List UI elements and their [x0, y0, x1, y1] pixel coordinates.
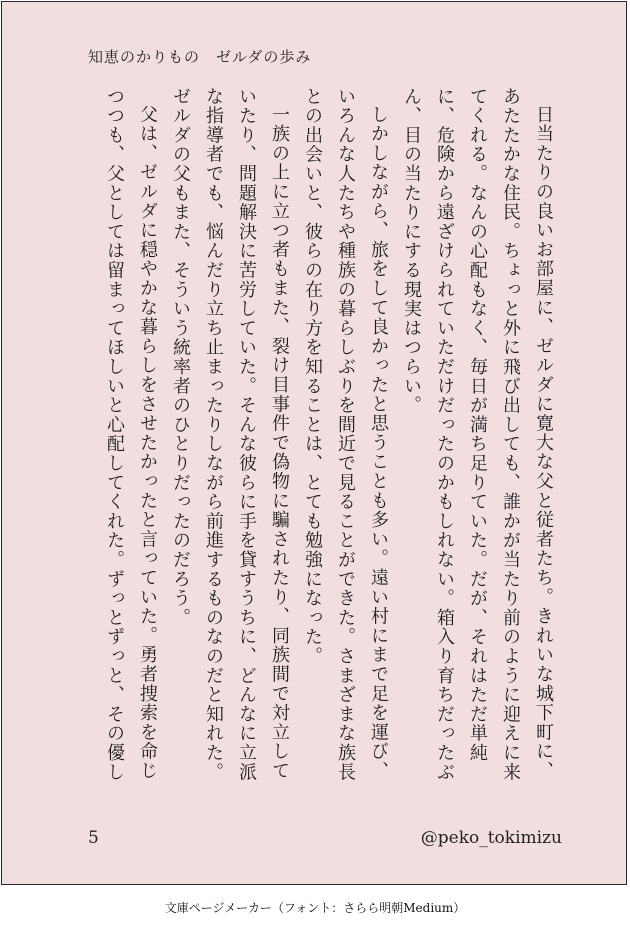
- vertical-body-text: [98, 87, 560, 797]
- book-page: [1, 1, 627, 885]
- paragraph: 父は、ゼルダに穏やかな暮らしをさせたかったと言っていた。勇者捜索を命じつつも、父としては留まってほしいと心配してくれた。ずっとずっと、その優し: [104, 87, 158, 782]
- paragraph: 日当たりの良いお部屋に、ゼルダに寛大な父と従者たち。きれいな城下町に、あたたかな住民。ちょっと外に飛び出しても、誰かが当たり前のように迎えに来てくれる。なんの心配もなく、毎日が満ち足りていた。だが、それはただ単純に、危険から遠ざけられていただけだったのかもしれない。箱入り育ちだったぶん、目の当たりにする現実はつらい。: [401, 87, 554, 782]
- paragraph: 一族の上に立つ者もまた、裂け目事件で偽物に騙されたり、同族間で対立していたり、問題解決に苦労していた。そんな彼らに手を貸すうちに、どんなに立派な指導者でも、悩んだり立ち止まったりしながら前進するものなのだと知れた。ゼルダの父もまた、そういう統率者のひとりだったのだろう。: [170, 87, 290, 782]
- running-header: 知恵のかりもの ゼルダの歩み: [88, 48, 312, 66]
- paragraph: しかしながら、旅をして良かったと思うことも多い。遠い村にまで足を運び、いろんな人たちや種族の暮らしぶりを間近で見ることができた。さまざまな族長との出会いと、彼らの在り方を知ることは、とても勉強になった。: [302, 87, 389, 782]
- generator-caption: 文庫ページメーカー（フォント：さらら明朝Medium）: [164, 901, 466, 915]
- page-number: 5: [88, 828, 99, 848]
- author-handle: @peko_tokimizu: [420, 828, 562, 848]
